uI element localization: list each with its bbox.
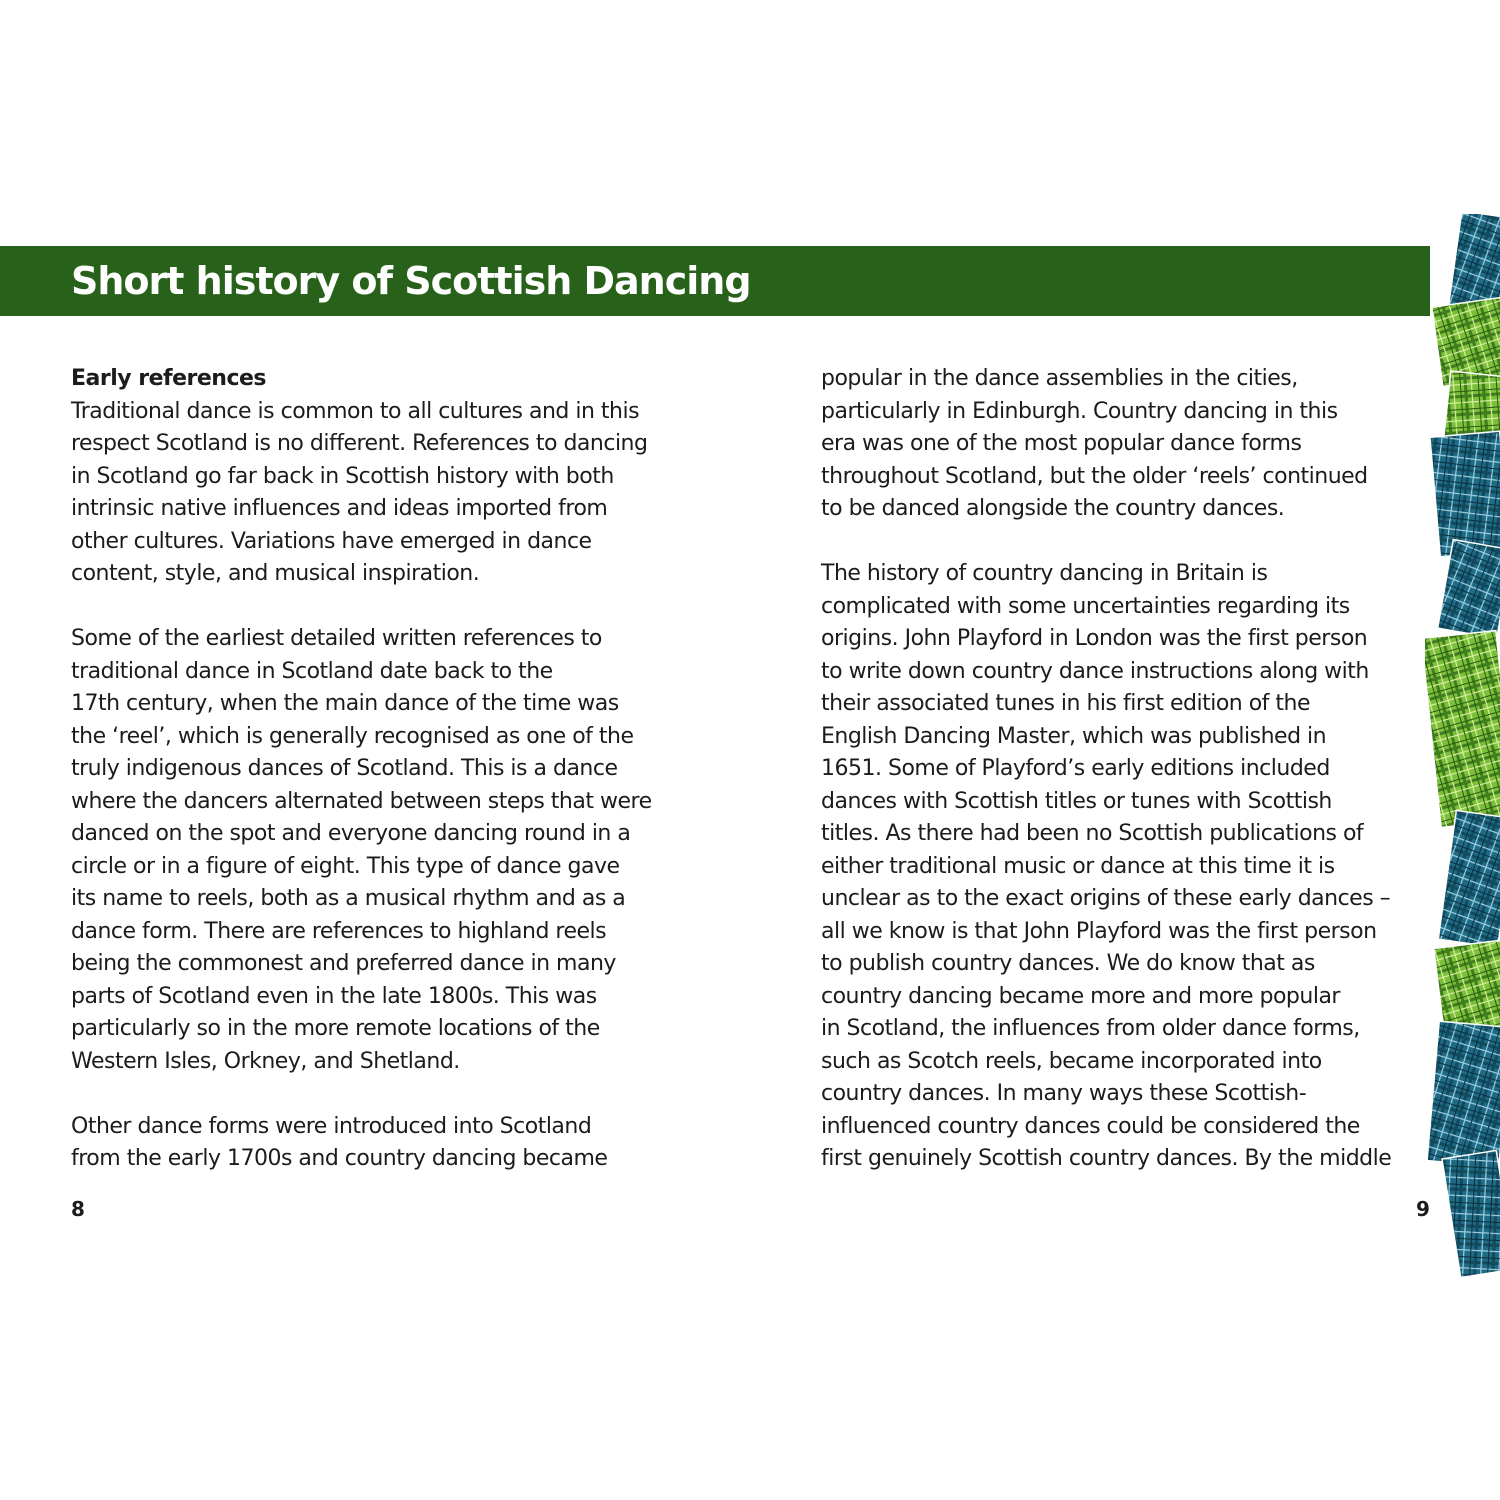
body-text-line: first genuinely Scottish country dances. By the middle xyxy=(821,1146,1392,1171)
body-text-line: dances with Scottish titles or tunes with Scottish xyxy=(821,788,1332,814)
tartan-swatch xyxy=(1427,1021,1500,1167)
body-text-line: era was one of the most popular dance forms xyxy=(821,431,1302,456)
body-text-line: truly indigenous dances of Scotland. This is a dance xyxy=(71,756,618,781)
body-text-line: their associated tunes in his first edition of the xyxy=(821,691,1311,716)
page-number-left: 8 xyxy=(71,1197,85,1221)
body-paragraph xyxy=(71,1111,771,1176)
body-text-line: Traditional dance is common to all cultures and in this xyxy=(71,398,640,424)
body-text-line: circle or in a figure of eight. This type of dance gave xyxy=(71,853,620,879)
body-text-line: content, style, and musical inspiration. xyxy=(71,561,480,586)
body-text-line: being the commonest and preferred dance in many xyxy=(71,951,616,976)
body-paragraph xyxy=(71,623,771,1078)
left-paragraphs xyxy=(71,396,771,1176)
body-text-line: English Dancing Master, which was published in xyxy=(821,723,1327,749)
body-text-line: origins. John Playford in London was the first person xyxy=(821,626,1368,651)
tartan-pattern-image xyxy=(1425,214,1500,1284)
body-text-line: influenced country dances could be considered the xyxy=(821,1113,1360,1139)
body-text-line: The history of country dancing in Britain is xyxy=(821,561,1268,586)
body-text-line: country dancing became more and more popular xyxy=(821,983,1340,1009)
body-text-line: Some of the earliest detailed written references to xyxy=(71,626,602,651)
right-paragraphs xyxy=(821,363,1431,1176)
body-text-line: its name to reels, both as a musical rhythm and as a xyxy=(71,886,626,911)
body-text-line: parts of Scotland even in the late 1800s. This was xyxy=(71,983,597,1009)
body-text-line: traditional dance in Scotland date back to the xyxy=(71,658,553,684)
tartan-swatch xyxy=(1430,431,1500,557)
body-text-line: particularly in Edinburgh. Country dancing in this xyxy=(821,398,1338,424)
body-text-line: respect Scotland is no different. References to dancing xyxy=(71,431,648,456)
right-column xyxy=(821,363,1431,1208)
tartan-swatch xyxy=(1438,810,1500,947)
body-text-line: to publish country dances. We do know that as xyxy=(821,951,1315,976)
body-text-line: danced on the spot and everyone dancing round in a xyxy=(71,821,631,846)
tartan-swatch xyxy=(1449,214,1500,312)
body-text-line: unclear as to the exact origins of these early dances – xyxy=(821,886,1391,911)
body-text-line: from the early 1700s and country dancing became xyxy=(71,1146,608,1171)
body-text-line: intrinsic native influences and ideas imported from xyxy=(71,496,608,521)
body-text-line: other cultures. Variations have emerged in dance xyxy=(71,528,592,554)
page-title: Short history of Scottish Dancing xyxy=(71,259,751,303)
tartan-swatch xyxy=(1425,631,1500,828)
body-text-line: throughout Scotland, but the older ‘reels’ continued xyxy=(821,463,1368,489)
body-text-line: popular in the dance assemblies in the cities, xyxy=(821,366,1298,391)
body-text-line: such as Scotch reels, became incorporated into xyxy=(821,1048,1322,1074)
body-text-line: the ‘reel’, which is generally recognised as one of the xyxy=(71,723,634,749)
body-text-line: titles. As there had been no Scottish publications of xyxy=(821,821,1364,846)
body-text-line: where the dancers alternated between steps that were xyxy=(71,788,652,814)
section-subheading: Early references xyxy=(71,366,267,391)
body-text-line: Western Isles, Orkney, and Shetland. xyxy=(71,1048,460,1074)
body-text-line: in Scotland go far back in Scottish history with both xyxy=(71,463,614,489)
tartan-swatch xyxy=(1442,1150,1500,1277)
body-text-line: all we know is that John Playford was the first person xyxy=(821,918,1377,944)
body-text-line: particularly so in the more remote locations of the xyxy=(71,1016,600,1041)
title-banner xyxy=(0,246,1430,316)
body-text-line: 17th century, when the main dance of the time was xyxy=(71,691,619,716)
body-text-line: 1651. Some of Playford’s early editions included xyxy=(821,756,1330,781)
body-paragraph xyxy=(821,558,1431,1176)
body-paragraph xyxy=(71,396,771,591)
body-text-line: complicated with some uncertainties regarding its xyxy=(821,593,1350,619)
body-text-line: country dances. In many ways these Scottish- xyxy=(821,1081,1307,1106)
left-column xyxy=(71,363,771,1208)
body-text-line: to be danced alongside the country dances. xyxy=(821,496,1285,521)
body-text-line: to write down country dance instructions along with xyxy=(821,658,1369,684)
tartan-decoration xyxy=(1425,214,1500,1284)
body-text-line: Other dance forms were introduced into Scotland xyxy=(71,1113,592,1139)
body-text-line: dance form. There are references to highland reels xyxy=(71,918,607,944)
body-text-line: either traditional music or dance at this time it is xyxy=(821,853,1335,879)
page-number-right: 9 xyxy=(1416,1197,1430,1221)
body-text-line: in Scotland, the influences from older dance forms, xyxy=(821,1016,1360,1041)
body-paragraph xyxy=(821,363,1431,526)
